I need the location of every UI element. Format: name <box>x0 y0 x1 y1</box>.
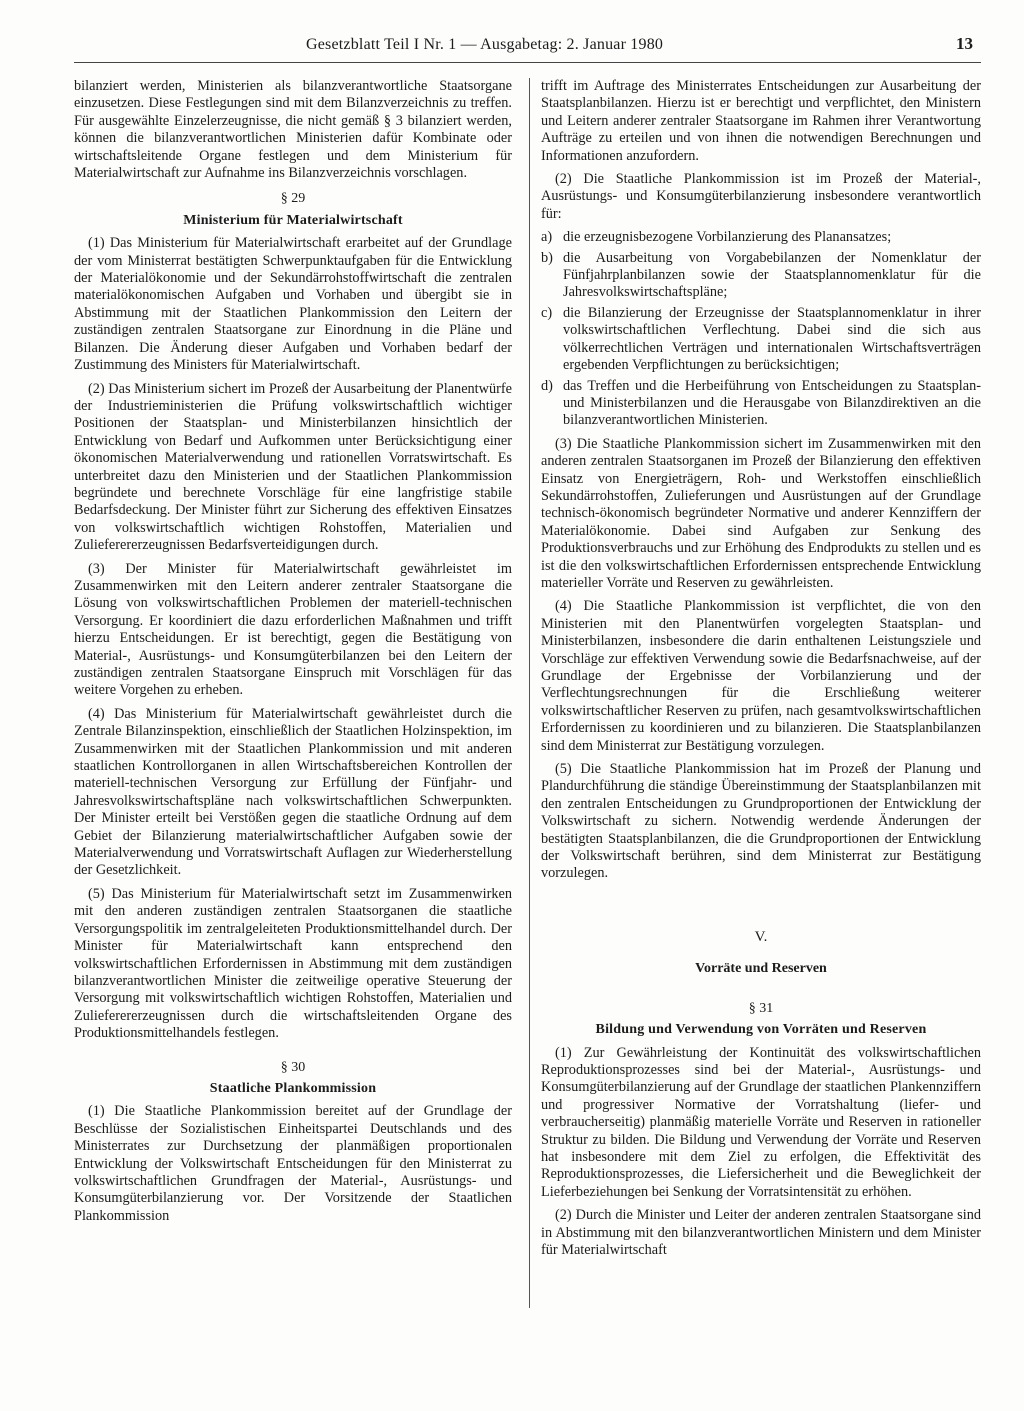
column-divider <box>529 78 530 1308</box>
list-item-label: b) <box>541 249 553 266</box>
list-item-label: a) <box>541 229 553 246</box>
section-number: § 31 <box>748 1000 774 1016</box>
paragraph: (2) Das Ministerium sichert im Prozeß der Ausarbeitung der Planentwürfe der Industrieministerien die Prüfung volkswirtschaftlich wichtiger Positionen der Staatsplan- und Ministerbilanzen hinsichtlich der Entwicklung von Bedarf und Aufkommen unter Berücksichtigung einer ökonomischen Materialverwendung und rationellen Vorratswirtschaft. Es unterbreitet dazu den Ministerien und der Staatlichen Plankommission begründete und berechnete Vorschläge für eine langfristige stabile Bedarfsdeckung. Der Minister führt zur Sicherung des effektiven Einsatzes von volkswirtschaftlich wichtigen Rohstoffen, Materialien und Zulieferererzeugnissen Bedarfsverteidigungen durch. <box>74 380 512 554</box>
paragraph: trifft im Auftrage des Ministerrates Entscheidungen zur Ausarbeitung der Staatsplanbilanzen. Hierzu ist er berechtigt und verpflichtet, den Ministern und Leitern anderer zentraler Staatsorgane im Rahmen ihrer Verantwortung Aufträge zu erteilen und von ihnen die notwendigen Berechnungen und Informationen anzufordern. <box>541 78 981 164</box>
chapter-title: Vorräte und Reserven <box>695 961 827 977</box>
paragraph: (1) Das Ministerium für Materialwirtschaft erarbeitet auf der Grundlage der vom Ministerrat bestätigten Schwerpunktaufgaben für die Entwicklung der Materialökonomie und der Sekundärrohstoffwirtschaft die zentralen materialökonomischen Aufgaben und Vorhaben und übergibt sie in Abstimmung mit der Staatlichen Plankommission den Leitern der zuständigen zentralen Staatsorgane zur Einordnung in die Pläne und Bilanzen. Die Änderung dieser Aufgaben und Vorhaben bedarf der Zustimmung des Ministers für Materialwirtschaft. <box>74 235 512 374</box>
list-item <box>541 305 981 375</box>
section-number: § 30 <box>280 1059 306 1075</box>
paragraph: (1) Die Staatliche Plankommission bereitet auf der Grundlage der Beschlüsse der Sozialistischen Einheitspartei Deutschlands und des Ministerrates zur Durchsetzung der planmäßigen proportionalen Entwicklung der Volkswirtschaft Entscheidungen für den Ministerrat zu volkswirtschaftlichen Grundfragen der Material-, Ausrüstungs- und Konsumgüterbilanzierung vor. Der Vorsitzende der Staatlichen Plankommission <box>74 1103 512 1224</box>
list-item-text: die Ausarbeitung von Vorgabebilanzen der Nomenklatur der Fünfjahrplanbilanzen sowie der Staatsplannomenklatur für die Jahresvolkswirtschaftspläne; <box>563 249 981 301</box>
page-number: 13 <box>956 34 973 53</box>
paragraph: (4) Das Ministerium für Materialwirtschaft gewährleistet durch die Zentrale Bilanzinspektion, einschließlich der Staatlichen Holzinspektion, im Zusammenwirken mit der Staatlichen Plankommission und mit anderen staatlichen Kontrollorganen in allen Wirtschaftsbereichen Kontrollen der materiell-technischen Versorgung zur Erfüllung der Fünfjahr- und Jahresvolkswirtschaftspläne nach volkswirtschaftlichen Schwerpunkten. Der Minister erteilt bei Verstößen gegen die staatliche Ordnung auf dem Gebiet der Bilanzierung materialwirtschaftlicher Aufgaben sowie der Materialverwendung und Vorratswirtschaft Auflagen zur Wiederherstellung der Gesetzlichkeit. <box>74 705 512 879</box>
paragraph: (3) Der Minister für Materialwirtschaft gewährleistet im Zusammenwirken mit den Leitern anderer zentraler Staatsorgane die Lösung von volkswirtschaftlichen Problemen der materiell-technischen Versorgung. Er koordiniert die dazu erforderlichen Maßnahmen und trifft hierzu Entscheidungen. Er ist berechtigt, gegen die Bestätigung von Material-, Ausrüstungs- und Konsumgüterbilanzen bei den Leitern der zuständigen zentralen Staatsorgane Einspruch mit Vorschlägen für das weitere Vorgehen zu erheben. <box>74 560 512 699</box>
list-item <box>541 229 981 246</box>
chapter-number: V. <box>754 928 768 945</box>
paragraph: (2) Die Staatliche Plankommission ist im Prozeß der Material-, Ausrüstungs- und Konsumgüterbilanzierung insbesondere verantwortlich für: <box>541 171 981 222</box>
list-item-text: das Treffen und die Herbeiführung von Entscheidungen zu Staatsplan- und Ministerbilanzen und die Herausgabe von Bilanzdirektiven an die bilanzverantwortlichen Ministerien. <box>563 377 981 429</box>
list-item <box>541 250 981 302</box>
paragraph: (4) Die Staatliche Plankommission ist verpflichtet, die von den Ministerien mit den Planentwürfen vorgelegten Staatsplan- und Ministerbilanzen, insbesondere die darin enthaltenen Leistungsziele und Vorschläge zur effektiven Verwendung sowie die Bedarfsnachweise, auf der Grundlage der Ergebnisse der Vorbilanzierung und der Verflechtungsrechnungen für die Erschließung weiterer volkswirtschaftlicher Reserven zu prüfen, nach gesamtvolkswirtschaftlichen Erfordernissen zu koordinieren und zu bilanzieren. Die Staatsplanbilanzen sind dem Ministerrat zur Bestätigung vorzulegen. <box>541 598 981 754</box>
list-item-label: c) <box>541 304 553 321</box>
paragraph: (1) Zur Gewährleistung der Kontinuität des volkswirtschaftlichen Reproduktionsprozesses sind bei der Material-, Ausrüstungs- und Konsumgüterbilanzierung auf der Grundlage der staatlichen Plankennziffern und progressiver Normative der Vorratshaltung (liefer- und verbraucherseitig) planmäßig materielle Vorräte und Reserven in rationeller Struktur zu bilden. Die Bildung und Verwendung der Vorräte und Reserven hat insbesondere mit dem Ziel zu erfolgen, die Effektivität des Reproduktionsprozesses, die Liefersicherheit und die Beweglichkeit der Lieferbeziehungen bei Senkung der Vorratsintensität zu erhöhen. <box>541 1044 981 1200</box>
paragraph: (2) Durch die Minister und Leiter der anderen zentralen Staatsorgane sind in Abstimmung mit den bilanzverantwortlichen Ministern und dem Minister für Materialwirtschaft <box>541 1207 981 1258</box>
section-title: Bildung und Verwendung von Vorräten und Reserven <box>595 1022 927 1038</box>
left-column <box>74 78 512 1231</box>
section-title: Ministerium für Materialwirtschaft <box>183 212 403 228</box>
list-item-text: die Bilanzierung der Erzeugnisse der Staatsplannomenklatur in ihrer volkswirtschaftlichen Verflechtung. Dabei sind die sich aus völkerrechtlichen Verträgen und internationalen Wirtschaftsverträgen ergebenden Verpflichtungen zu berücksichtigen; <box>563 304 981 374</box>
list-item-text: die erzeugnisbezogene Vorbilanzierung des Planansatzes; <box>563 229 892 246</box>
paragraph: (5) Die Staatliche Plankommission hat im Prozeß der Planung und Plandurchführung die ständige Übereinstimmung der Staatsplanbilanzen mit den zentralen Entscheidungen zu Grundproportionen der Entwicklung der Volkswirtschaft zu sichern. Notwendig werdende Änderungen der bestätigten Staatsplanbilanzen, die die Grundproportionen der Entwicklung der Volkswirtschaft berühren, sind dem Ministerrat zur Bestätigung vorzulegen. <box>541 761 981 882</box>
header-title: Gesetzblatt Teil I Nr. 1 — Ausgabetag: 2. Januar 1980 <box>306 36 664 53</box>
page-header <box>74 34 981 63</box>
section-title: Staatliche Plankommission <box>209 1080 377 1096</box>
enumerated-list <box>541 229 981 429</box>
paragraph: bilanziert werden, Ministerien als bilanzverantwortliche Staatsorgane einzusetzen. Diese Festlegungen sind mit dem Bilanzverzeichnis zu treffen. Für ausgewählte Einzelerzeugnisse, die nicht gemäß § 3 bilanziert werden, können die bilanzverantwortlichen Ministerien dafür Kombinate oder wirtschaftsleitende Organe festlegen und dem Ministerium für Materialwirtschaft zur Aufnahme ins Bilanzverzeichnis vorschlagen. <box>74 78 512 182</box>
list-item-label: d) <box>541 377 553 394</box>
section-number: § 29 <box>280 191 306 207</box>
right-column <box>541 78 981 1265</box>
paragraph: (5) Das Ministerium für Materialwirtschaft setzt im Zusammenwirken mit den anderen zuständigen zentralen Staatsorganen die staatliche Versorgungspolitik im zentralgeleiteten Produktionsmittelhandel durch. Der Minister für Materialwirtschaft kann entsprechend den volkswirtschaftlichen Erfordernissen in Abstimmung mit dem zuständigen bilanzverantwortlichen Minister die zeitweilige operative Steuerung der Versorgung mit volkswirtschaftlich wichtigen Rohstoffen, Materialien und Zulieferererzeugnissen durch die wirtschaftsleitenden Organe des Produktionsmittelhandels festlegen. <box>74 885 512 1042</box>
paragraph: (3) Die Staatliche Plankommission sichert im Zusammenwirken mit den anderen zentralen Staatsorganen im Prozeß der Bilanzierung den effektiven Einsatz von Energieträgern, Roh- und Werkstoffen einschließlich Sekundärrohstoffen, Zulieferungen und Ausrüstungen auf der Grundlage technisch-ökonomisch begründeter Normative und anderer Kennziffern der Materialökonomie. Dabei sind Aufgaben zur Senkung des Produktionsverbrauchs und zur Erhöhung des Endprodukts zu stellen und es ist die den volkswirtschaftlichen Erfordernissen entsprechende Entwicklung materieller Vorräte und Reserven zu gewährleisten. <box>541 435 981 591</box>
list-item <box>541 378 981 430</box>
